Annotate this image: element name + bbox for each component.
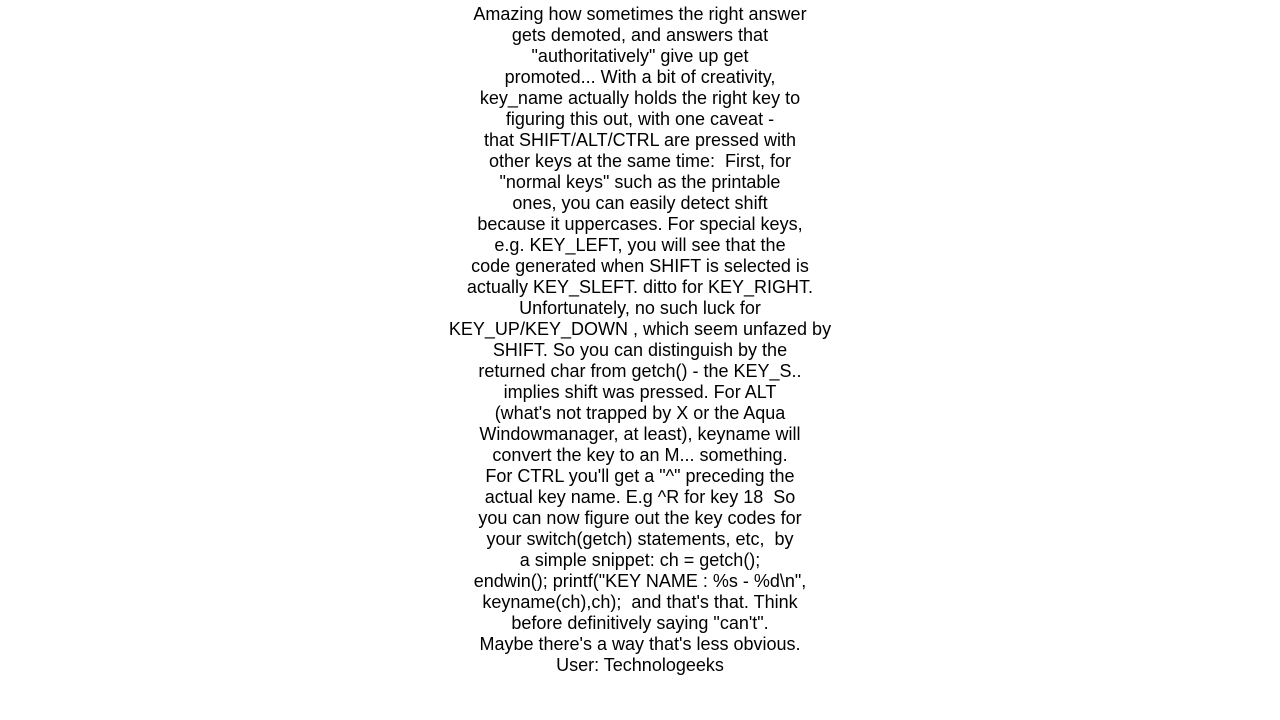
post-line: because it uppercases. For special keys,: [477, 214, 803, 234]
post-line: code generated when SHIFT is selected is: [471, 256, 809, 276]
post-line: figuring this out, with one caveat -: [505, 109, 775, 129]
post-line: keyname(ch),ch); and that's that. Think: [482, 592, 798, 612]
post-line: Unfortunately, no such luck for: [519, 298, 761, 318]
post-line: returned char from getch() - the KEY_S..: [478, 361, 802, 381]
post-line: implies shift was pressed. For ALT: [503, 382, 777, 402]
post-line: a simple snippet: ch = getch();: [519, 550, 761, 570]
post-line: ones, you can easily detect shift: [512, 193, 768, 213]
post-line: KEY_UP/KEY_DOWN , which seem unfazed by: [448, 319, 832, 339]
post-line: before definitively saying "can't".: [511, 613, 769, 633]
post-line: your switch(getch) statements, etc, by: [486, 529, 794, 549]
post-line: Maybe there's a way that's less obvious.: [479, 634, 801, 654]
post-line: "authoritatively" give up get: [531, 46, 749, 66]
post-line: promoted... With a bit of creativity,: [504, 67, 776, 87]
post-line: actual key name. E.g ^R for key 18 So: [484, 487, 796, 507]
post-line: e.g. KEY_LEFT, you will see that the: [494, 235, 786, 255]
post-line: you can now figure out the key codes for: [478, 508, 802, 528]
post-line: Windowmanager, at least), keyname will: [479, 424, 801, 444]
post-line: Amazing how sometimes the right answer: [473, 4, 807, 24]
post-line: other keys at the same time: First, for: [488, 151, 792, 171]
answer-post: [0, 4, 1280, 676]
post-line: convert the key to an M... something.: [492, 445, 788, 465]
post-line: SHIFT. So you can distinguish by the: [492, 340, 788, 360]
post-line: key_name actually holds the right key to: [479, 88, 801, 108]
post-line: "normal keys" such as the printable: [499, 172, 781, 192]
post-line: For CTRL you'll get a "^" preceding the: [485, 466, 795, 486]
post-author: User: Technologeeks: [556, 655, 724, 675]
post-line: that SHIFT/ALT/CTRL are pressed with: [483, 130, 797, 150]
post-line: gets demoted, and answers that: [511, 25, 769, 45]
post-line: endwin(); printf("KEY NAME : %s - %d\n",: [473, 571, 807, 591]
post-line: actually KEY_SLEFT. ditto for KEY_RIGHT.: [466, 277, 814, 297]
post-line: (what's not trapped by X or the Aqua: [494, 403, 786, 423]
